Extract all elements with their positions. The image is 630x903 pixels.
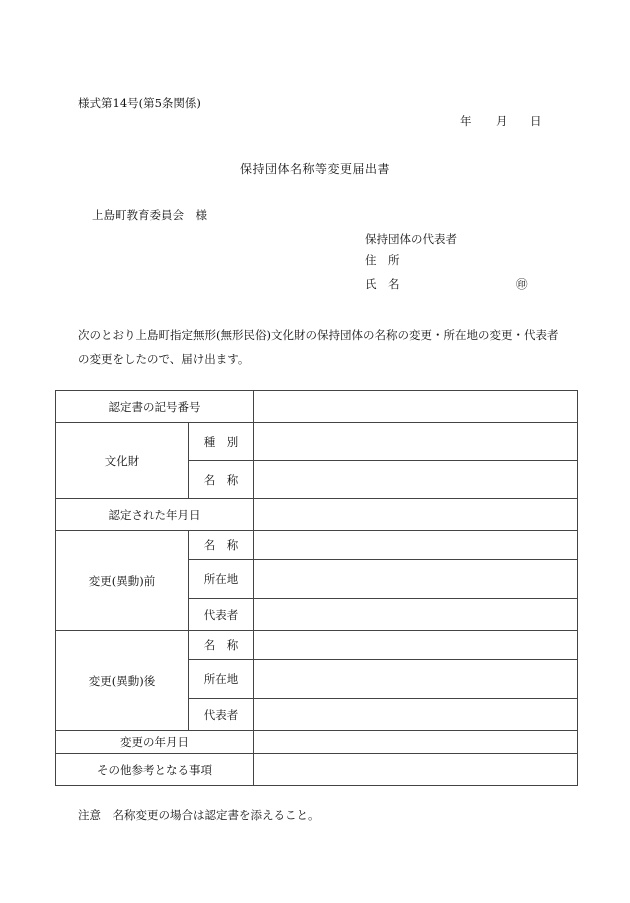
seal-mark: ㊞ <box>516 277 528 291</box>
after-location-label: 所在地 <box>189 660 254 699</box>
other-notes-field[interactable] <box>254 754 578 786</box>
after-representative-label: 代表者 <box>189 699 254 731</box>
table-row <box>56 531 578 560</box>
property-name-field[interactable] <box>254 461 578 499</box>
cert-number-field[interactable] <box>254 391 578 423</box>
cert-number-label: 認定書の記号番号 <box>56 391 254 423</box>
address-label: 住 所 <box>365 253 400 267</box>
before-location-label: 所在地 <box>189 560 254 599</box>
body-text: 次のとおり上島町指定無形(無形民俗)文化財の保持団体の名称の変更・所在地の変更・代表者の変更をしたので、届け出ます。 <box>78 328 559 366</box>
table-row <box>56 731 578 754</box>
representative-label: 保持団体の代表者 <box>365 232 457 246</box>
after-change-label: 変更(異動)後 <box>56 631 189 731</box>
table-row <box>56 754 578 786</box>
cultural-property-label: 文化財 <box>56 423 189 499</box>
before-name-field[interactable] <box>254 531 578 560</box>
before-change-label: 変更(異動)前 <box>56 531 189 631</box>
other-notes-label: その他参考となる事項 <box>56 754 254 786</box>
type-label: 種 別 <box>189 423 254 461</box>
before-name-label: 名 称 <box>189 531 254 560</box>
cert-date-field[interactable] <box>254 499 578 531</box>
type-field[interactable] <box>254 423 578 461</box>
name-label: 氏 名 <box>365 277 400 291</box>
before-representative-field[interactable] <box>254 599 578 631</box>
form-number: 様式第14号(第5条関係) <box>78 96 201 110</box>
date-year-label: 年 <box>460 114 472 128</box>
before-representative-label: 代表者 <box>189 599 254 631</box>
after-location-field[interactable] <box>254 660 578 699</box>
document-title: 保持団体名称等変更届出書 <box>239 162 390 176</box>
after-name-label: 名 称 <box>189 631 254 660</box>
table-row <box>56 499 578 531</box>
change-date-field[interactable] <box>254 731 578 754</box>
after-name-field[interactable] <box>254 631 578 660</box>
addressee: 上島町教育委員会 様 <box>92 208 207 222</box>
registration-table <box>55 390 578 786</box>
change-date-label: 変更の年月日 <box>56 731 254 754</box>
after-representative-field[interactable] <box>254 699 578 731</box>
cert-date-label: 認定された年月日 <box>56 499 254 531</box>
before-location-field[interactable] <box>254 560 578 599</box>
table-row <box>56 423 578 461</box>
table-row <box>56 631 578 660</box>
table-row <box>56 391 578 423</box>
date-month-label: 月 <box>496 114 508 128</box>
date-day-label: 日 <box>530 114 542 128</box>
attachment-note: 注意 名称変更の場合は認定書を添えること。 <box>78 808 320 822</box>
property-name-label: 名 称 <box>189 461 254 499</box>
